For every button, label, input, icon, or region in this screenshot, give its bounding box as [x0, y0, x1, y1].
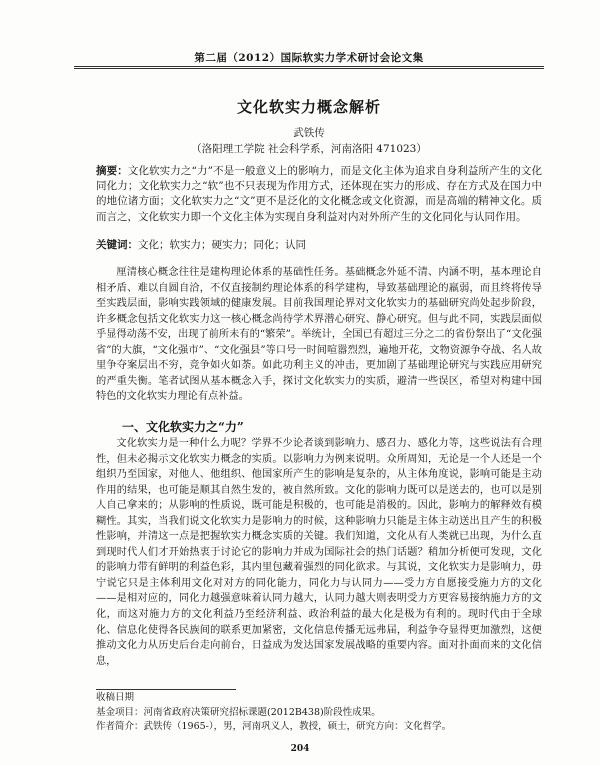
header-rule: [74, 66, 544, 69]
author-affiliation: （洛阳理工学院 社会科学系，河南洛阳 471023）: [191, 143, 427, 155]
footnotes: [96, 691, 542, 735]
author-name: 武铁传: [293, 127, 325, 139]
running-header: 第二届（2012）国际软实力学术研讨会论文集: [194, 52, 424, 64]
footnote-bio: 作者简介：武铁传（1965-），男，河南巩义人，教授，硕士，研究方向：文化哲学。: [96, 721, 452, 733]
footnote-received: 收稿日期: [96, 692, 135, 703]
keywords-label: 关键词：: [96, 239, 138, 251]
article-title: 文化软实力概念解析: [236, 98, 381, 116]
section-heading: 一、文化软实力之“力”: [122, 420, 244, 434]
keywords-text: 文化；软实力；硬实力；同化；认同: [138, 239, 306, 251]
footnote-fund: 基金项目：河南省政府决策研究招标课题(2012B438)阶段性成果。: [96, 706, 381, 718]
abstract: [96, 164, 542, 225]
abstract-label: 摘要：: [96, 165, 128, 177]
page-number: 204: [290, 744, 310, 754]
abstract-text: 文化软实力之“力”不是一般意义上的影响力，而是文化主体为追求自身利益所产生的文化同化力；文化软实力之“软”也不只表现为作用方式，还体现在实力的形成、存在方式及在国力中的地位诸方面；文化软实力之“文”更不是泛化的文化概念或文化资源，而是高端的精神文化。质而言之，文化软实力即一个文化主体为实现自身利益对内对外所产生的文化同化与认同作用。: [96, 165, 543, 223]
keywords: [96, 238, 542, 253]
footnote-rule: [96, 689, 236, 690]
section-paragraph: 文化软实力是一种什么力呢？学界不少论者谈到影响力、感召力、感化力等，这些说法有合理性，但未必揭示文化软实力概念的实质。以影响力为例来说明。众所周知，无论是一个人还是一个组织乃至国家，对他人、他组织、他国家所产生的影响是复杂的，从主体角度说，影响可能是主动作用的结果，也可能是顺其自然生发的，被自然所致。文化的影响力既可以是送去的，也可以是别人自己拿来的；从影响的性质说，既可能是积极的，也可能是消极的。因此，影响力的解释效有模糊性。其实，当我们说文化软实力是影响力的时候，这种影响力只能是主体主动送出且产生的积极性影响，并清这一点是把握软实力概念实质的关键。我们知道，文化从有人类就已出现，为什么直到现时代人们才开始热衷于讨论它的影响力并成为国际社会的热门话题？稍加分析便可发现，文化的影响力带有鲜明的利益色彩，其内里包藏着强烈的同化欲求。与其说，文化软实力是影响力，毋宁说它只是主体利用文化对对方的同化能力，同化力与认同力——受力方自愿接受施力方的文化——是相对应的，同化力越强意味着认同力越大，认同力越大则表明受力方更容易接纳施力方的文化，而这对施力方的文化利益乃至经济利益、政治利益的最大化是极为有利的。现时代由于全球化、信息化使得各民族间的联系更加紧密，文化信息传播无远弗届，利益争夺显得更加激烈，这便推动文化力从历史后台走向前台，日益成为发达国家发展战略的重要内容。面对扑面而来的文化信息，: [96, 438, 542, 667]
intro-paragraph: 厘清核心概念往往是建构理论体系的基础性任务。基础概念外延不清、内涵不明，基本理论自相矛盾、难以自圆自洽，不仅直接制约理论体系的科学建构，导致基础理论的羸弱，而且终将传导至实践层面，影响实践领域的健康发展。目前我国理论界对文化软实力的基础研究尚处起步阶段，许多概念包括文化软实力这一核心概念尚待学术界潜心研究、静心研究。但与此不同，实践层面似乎显得动荡不安，出现了前所未有的“繁荣”。举统计，全国已有超过三分之二的省份祭出了“文化强省”的大旗，“文化强市”、“文化强县”等口号一时间喧嚣烈烈，遍地开花，文物资源争夺战、名人故里争夺案层出不穷，竞争如火如荼。如此功利主义的冲击，更加剧了基础理论研究与实践应用研究的严重失衡。笔者试图从基本概念入手，探讨文化软实力的实质，避清一些误区，希望对构建中国特色的文化软实力理论有点补益。: [96, 267, 542, 403]
